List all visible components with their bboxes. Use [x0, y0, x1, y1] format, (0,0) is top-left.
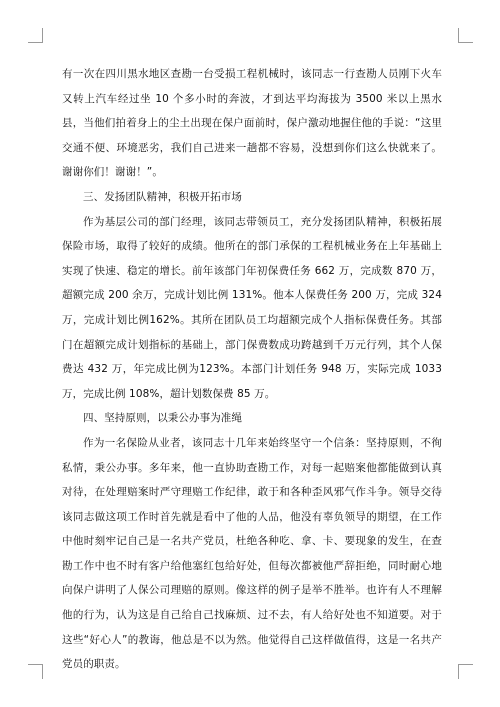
crop-mark-top-left — [28, 28, 43, 43]
paragraph-principles: 作为一名保险从业者，该同志十几年来始终坚守一个信条：坚持原则，不徇私情，秉公办事。多年来，他一直协助查勘工作，对每一起赔案他都能做到认真对待，在处理赔案时严守理赔工作纪律，敢于和各种歪风邪气作斗争。领导交待该同志做这项工作时首先就是看中了他的人品，他没有辜负领导的期望，在工作中他时刻牢记自己是一名共产党员，杜绝各种吃、拿、卡、要现象的发生，在查勘工作中也不时有客户给他塞红包给好处，但每次都被他严辞拒绝，同时耐心地向保户讲明了人保公司理赔的原则。像这样的例子是举不胜举。也许有人不理解他的行为，认为这是自己给自己找麻烦、过不去，有人给好处也不知道要。对于这些“好心人”的教诲，他总是不以为然。他觉得自己这样做值得，这是一名共产党员的职责。 — [62, 436, 442, 671]
crop-mark-bottom-left — [28, 664, 43, 679]
section-heading-4: 四、坚持原则，以秉公办事为准绳 — [83, 412, 242, 425]
crop-mark-bottom-right — [458, 664, 473, 679]
section-heading-3: 三、发扬团队精神，积极开拓市场 — [83, 190, 242, 203]
document-body — [62, 62, 442, 677]
crop-mark-top-right — [458, 28, 473, 43]
paragraph-heishui-survey: 有一次在四川黑水地区查勘一台受损工程机械时，该同志一行查勘人员刚下火车又转上汽车经过坐 10 个多小时的奔波，才到达平均海拔为 3500 米以上黑水县，当他们拍着身上的尘土出现在保户面前时，保户激动地握住他的手说：“这里交通不便、环境恶劣，我们自己进来一趟都不容易，没想到你们这么快就来了。谢谢你们！谢谢！”。 — [62, 68, 442, 179]
paragraph-team-spirit: 作为基层公司的部门经理，该同志带领员工，充分发扬团队精神，积极拓展保险市场，取得了较好的成绩。他所在的部门承保的工程机械业务在上年基础上实现了快速、稳定的增长。前年该部门年初保费任务 662 万，完成数 870 万，超额完成 200 余万，完成计划比例 131%。他本人保费任务 200 万，完成 324 万，完成计划比例162%。其所在团队员工均超额完成个人指标保费任务。其部门在超额完成计划指标的基础上，部门保费数成功跨越到千万元行列，其个人保费达 432 万，年完成比例为123%。本部门计划任务 948 万，实际完成 1033 万，完成比例 108%，超计划数保费 85 万。 — [62, 215, 442, 400]
